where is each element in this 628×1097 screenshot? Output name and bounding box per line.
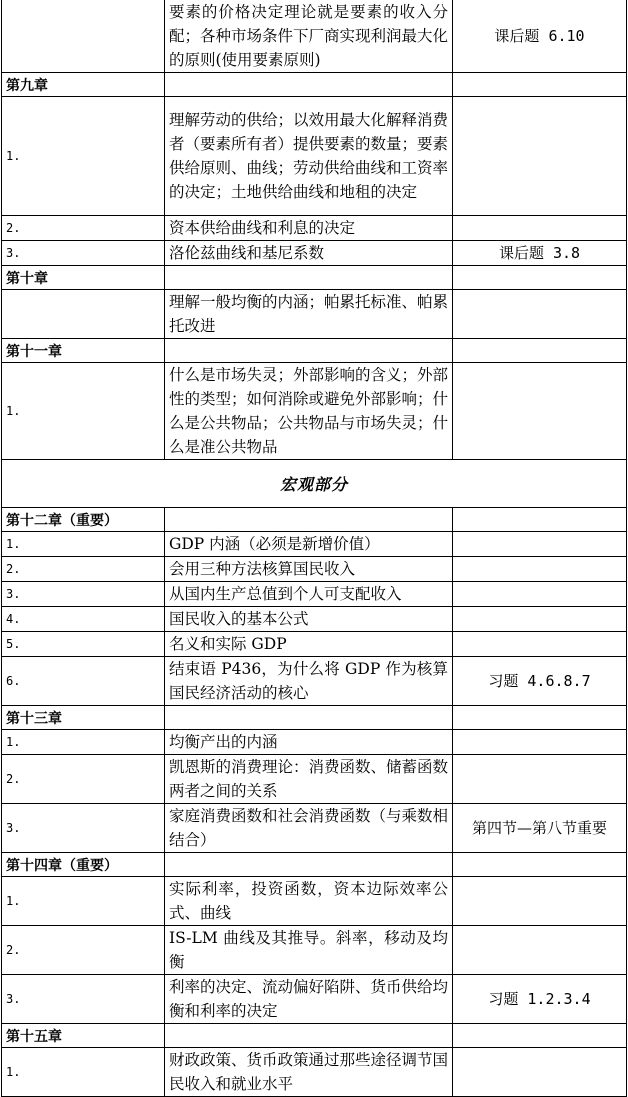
table-row [2,804,627,853]
row-note: 习题 1.2.3.4 [453,975,627,1024]
row-note [453,290,627,339]
row-number: 3. [2,582,165,607]
row-number: 2. [2,557,165,582]
row-number: 1. [2,363,165,460]
table-row [2,730,627,755]
row-number [2,0,165,73]
table-row [2,657,627,706]
row-content: 要素的价格决定理论就是要素的收入分配；各种市场条件下厂商实现利润最大化的原则(使用要素原则) [165,0,453,73]
row-number: 2. [2,216,165,241]
row-note [453,97,627,216]
row-note [453,755,627,804]
table-row [2,607,627,632]
table-row [2,877,627,926]
row-content: 理解劳动的供给；以效用最大化解释消费者（要素所有者）提供要素的数量；要素供给原则、曲线；劳动供给曲线和工资率的决定；土地供给曲线和地租的决定 [165,97,453,216]
row-content: 凯恩斯的消费理论：消费函数、储蓄函数两者之间的关系 [165,755,453,804]
table-row [2,0,627,73]
row-note [453,1048,627,1097]
row-note [453,607,627,632]
row-note [453,632,627,657]
row-number: 3. [2,804,165,853]
row-content: 利率的决定、流动偏好陷阱、货币供给均衡和利率的决定 [165,975,453,1024]
row-number: 1. [2,1048,165,1097]
section-title: 宏观部分 [2,460,627,508]
row-number: 4. [2,607,165,632]
row-number: 6. [2,657,165,706]
row-content: 均衡产出的内涵 [165,730,453,755]
table-row [2,290,627,339]
row-note [453,532,627,557]
table-row [2,632,627,657]
table-row [2,363,627,460]
row-content: GDP 内涵（必须是新增价值） [165,532,453,557]
table-row [2,926,627,975]
row-number: 3. [2,975,165,1024]
row-number: 1. [2,730,165,755]
table-row [2,582,627,607]
row-note [453,582,627,607]
row-content: IS-LM 曲线及其推导。斜率，移动及均衡 [165,926,453,975]
table-row [2,97,627,216]
row-content: 结束语 P436，为什么将 GDP 作为核算国民经济活动的核心 [165,657,453,706]
row-number [2,290,165,339]
row-number: 2. [2,926,165,975]
row-note [453,216,627,241]
row-note: 第四节—第八节重要 [453,804,627,853]
row-note: 习题 4.6.8.7 [453,657,627,706]
row-note [453,926,627,975]
row-note [453,730,627,755]
section-row [2,460,627,508]
chapter-row [2,508,627,532]
row-note [453,363,627,460]
chapter-row [2,853,627,877]
row-content: 理解一般均衡的内涵；帕累托标准、帕累托改进 [165,290,453,339]
chapter-title: 第十五章 [2,1024,165,1048]
chapter-title: 第十三章 [2,706,165,730]
row-note: 课后题 3.8 [453,241,627,266]
row-content: 国民收入的基本公式 [165,607,453,632]
row-content: 资本供给曲线和利息的决定 [165,216,453,241]
row-number: 3. [2,241,165,266]
row-content: 财政政策、货币政策通过那些途径调节国民收入和就业水平 [165,1048,453,1097]
chapter-row [2,73,627,97]
chapter-title: 第九章 [2,73,165,97]
table-row [2,975,627,1024]
chapter-row [2,339,627,363]
row-content: 会用三种方法核算国民收入 [165,557,453,582]
table-row [2,216,627,241]
chapter-row [2,1024,627,1048]
row-number: 2. [2,755,165,804]
row-number: 1. [2,97,165,216]
study-outline-table [1,0,627,1097]
table-row [2,1048,627,1097]
row-note: 课后题 6.10 [453,0,627,73]
chapter-title: 第十四章（重要） [2,853,165,877]
table-row [2,241,627,266]
row-note [453,557,627,582]
row-content: 名义和实际 GDP [165,632,453,657]
row-note [453,877,627,926]
row-content: 从国内生产总值到个人可支配收入 [165,582,453,607]
row-content: 什么是市场失灵；外部影响的含义；外部性的类型；如何消除或避免外部影响；什么是公共物品；公共物品与市场失灵；什么是准公共物品 [165,363,453,460]
table-row [2,557,627,582]
table-row [2,532,627,557]
row-number: 1. [2,877,165,926]
row-number: 5. [2,632,165,657]
row-content: 洛伦兹曲线和基尼系数 [165,241,453,266]
chapter-title: 第十二章（重要） [2,508,165,532]
table-row [2,755,627,804]
row-content: 实际利率，投资函数，资本边际效率公式、曲线 [165,877,453,926]
row-number: 1. [2,532,165,557]
chapter-title: 第十一章 [2,339,165,363]
chapter-title: 第十章 [2,266,165,290]
row-content: 家庭消费函数和社会消费函数（与乘数相结合） [165,804,453,853]
chapter-row [2,266,627,290]
chapter-row [2,706,627,730]
